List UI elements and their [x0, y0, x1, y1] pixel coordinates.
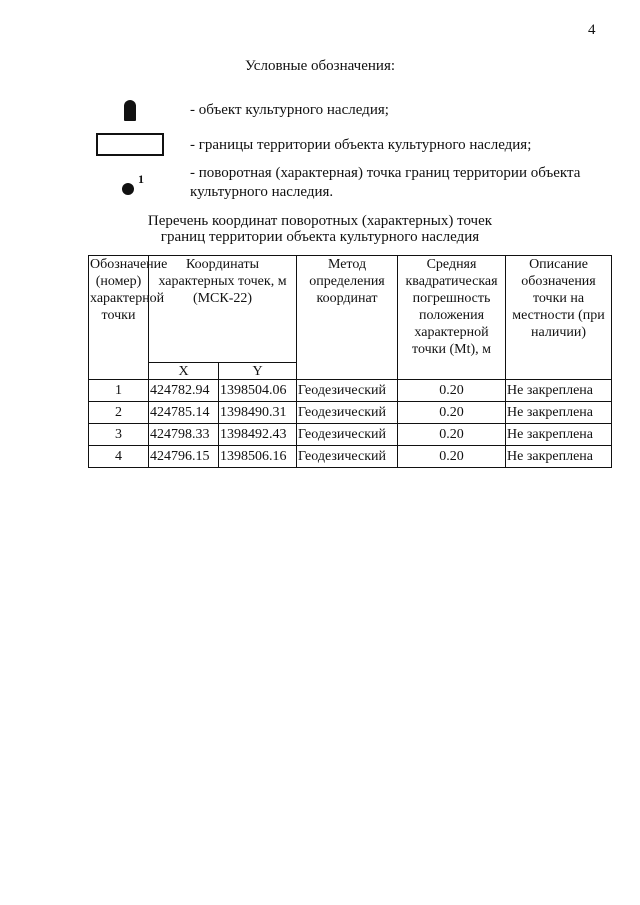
page-number: 4 [588, 22, 596, 38]
table-row [89, 402, 612, 424]
header-x: X [149, 363, 219, 380]
cell-accuracy: 0.20 [398, 402, 506, 424]
cultural-object-icon [124, 100, 136, 121]
cell-accuracy: 0.20 [398, 446, 506, 468]
cell-method: Геодезический [297, 424, 398, 446]
cell-number: 1 [89, 380, 149, 402]
cell-accuracy: 0.20 [398, 424, 506, 446]
table-row [89, 446, 612, 468]
cell-x: 424785.14 [149, 402, 219, 424]
table-row [89, 424, 612, 446]
header-method: Метод определения координат [297, 256, 398, 380]
cell-description: Не закреплена [506, 380, 612, 402]
cell-method: Геодезический [297, 402, 398, 424]
legend-item-turning-point: - поворотная (характерная) точка границ территории объекта культурного наследия. [190, 165, 581, 200]
table-title-line-1: Перечень координат поворотных (характерных) точек [147, 213, 493, 229]
cell-y: 1398490.31 [219, 402, 297, 424]
header-accuracy: Средняя квадратическая погрешность положения характерной точки (Mt), м [398, 256, 506, 380]
boundary-rectangle-icon [96, 133, 164, 156]
cell-number: 3 [89, 424, 149, 446]
header-coordinates: Координаты характерных точек, м (МСК-22) [149, 256, 297, 363]
cell-description: Не закреплена [506, 424, 612, 446]
cell-number: 2 [89, 402, 149, 424]
table-title [0, 213, 640, 245]
cell-x: 424782.94 [149, 380, 219, 402]
coordinates-table [88, 255, 612, 468]
header-number: Обозначение (номер) характерной точки [89, 256, 149, 380]
cell-x: 424796.15 [149, 446, 219, 468]
cell-method: Геодезический [297, 446, 398, 468]
header-description: Описание обозначения точки на местности (при наличии) [506, 256, 612, 380]
cell-y: 1398492.43 [219, 424, 297, 446]
turning-point-number: 1 [138, 172, 144, 186]
cell-number: 4 [89, 446, 149, 468]
legend-title: Условные обозначения: [244, 58, 396, 74]
legend-item-object: - объект культурного наследия; [190, 102, 389, 118]
cell-x: 424798.33 [149, 424, 219, 446]
header-y: Y [219, 363, 297, 380]
cell-y: 1398506.16 [219, 446, 297, 468]
turning-point-icon [122, 183, 134, 195]
cell-y: 1398504.06 [219, 380, 297, 402]
cell-description: Не закреплена [506, 402, 612, 424]
cell-description: Не закреплена [506, 446, 612, 468]
table-row [89, 380, 612, 402]
cell-accuracy: 0.20 [398, 380, 506, 402]
cell-method: Геодезический [297, 380, 398, 402]
legend-item-boundary: - границы территории объекта культурного наследия; [190, 137, 532, 153]
table-title-line-2: границ территории объекта культурного наследия [160, 229, 480, 245]
